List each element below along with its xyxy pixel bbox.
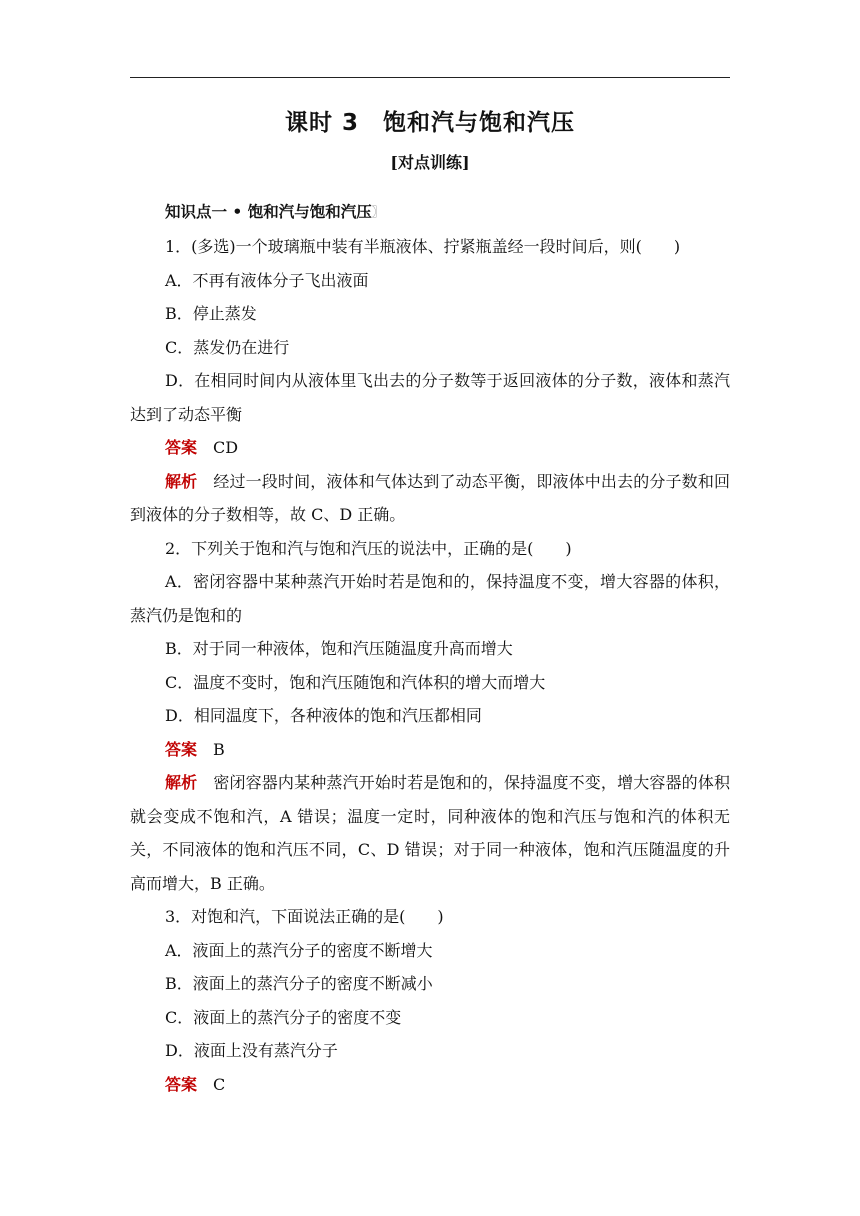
answer-label: 答案 (165, 739, 198, 759)
question-3-answer (130, 1068, 730, 1102)
question-2-option-c: C．温度不变时，饱和汽压随饱和汽体积的增大而增大 (165, 672, 546, 692)
question-2-option-a: A．密闭容器中某种蒸汽开始时若是饱和的，保持温度不变，增大容器的体积，蒸汽仍是饱和的 (130, 572, 730, 625)
question-2-option-d: D．相同温度下，各种液体的饱和汽压都相同 (165, 706, 482, 725)
answer-value: C (213, 1074, 226, 1094)
analysis-text: 经过一段时间，液体和气体达到了动态平衡，即液体中出去的分子数和回到液体的分子数相等，故 C、D 正确。 (130, 471, 730, 524)
answer-label: 答案 (165, 438, 198, 457)
question-1-analysis (130, 465, 730, 532)
question-1-option-b: B．停止蒸发 (165, 304, 257, 323)
analysis-label: 解析 (165, 773, 198, 792)
analysis-label: 解析 (165, 471, 198, 491)
question-1-stem: 1．(多选)一个玻璃瓶中装有半瓶液体、拧紧瓶盖经一段时间后，则( ) (165, 237, 681, 256)
question-3-option-b: B．液面上的蒸汽分子的密度不断减小 (165, 974, 433, 993)
section-bracket: 〗 (371, 205, 384, 219)
answer-label: 答案 (165, 1074, 198, 1094)
question-1-answer (130, 431, 730, 465)
question-3-stem: 3．对饱和汽，下面说法正确的是( ) (165, 907, 444, 926)
question-1-option-a: A．不再有液体分子飞出液面 (165, 270, 369, 290)
section-heading (130, 198, 730, 230)
page-subtitle: [对点训练] (390, 153, 470, 172)
question-2-answer (130, 733, 730, 767)
section-title: 知识点一 • 饱和汽与饱和汽压 (165, 203, 372, 221)
document-body (130, 198, 730, 1101)
page-title: 课时 3 饱和汽与饱和汽压 (284, 110, 575, 136)
question-3-option-d: D．液面上没有蒸汽分子 (165, 1041, 338, 1060)
analysis-text: 密闭容器内某种蒸汽开始时若是饱和的，保持温度不变，增大容器的体积就会变成不饱和汽，A 错误；温度一定时，同种液体的饱和汽压与饱和汽的体积无关，不同液体的饱和汽压不同，C、D 错误；对于同一种液体，饱和汽压随温度的升高而增大，B 正确。 (130, 773, 730, 893)
question-2-option-b: B．对于同一种液体，饱和汽压随温度升高而增大 (165, 639, 513, 658)
question-2-stem: 2．下列关于饱和汽与饱和汽压的说法中，正确的是( ) (165, 538, 572, 558)
question-1-option-c: C．蒸发仍在进行 (165, 337, 290, 357)
question-2-analysis (130, 766, 730, 900)
question-3-option-c: C．液面上的蒸汽分子的密度不变 (165, 1007, 402, 1027)
question-3-option-a: A．液面上的蒸汽分子的密度不断增大 (165, 940, 433, 960)
answer-value: B (213, 739, 225, 759)
answer-value: CD (213, 438, 239, 457)
header-rule (130, 77, 730, 78)
question-1-option-d: D．在相同时间内从液体里飞出去的分子数等于返回液体的分子数，液体和蒸汽达到了动态平衡 (130, 371, 730, 424)
